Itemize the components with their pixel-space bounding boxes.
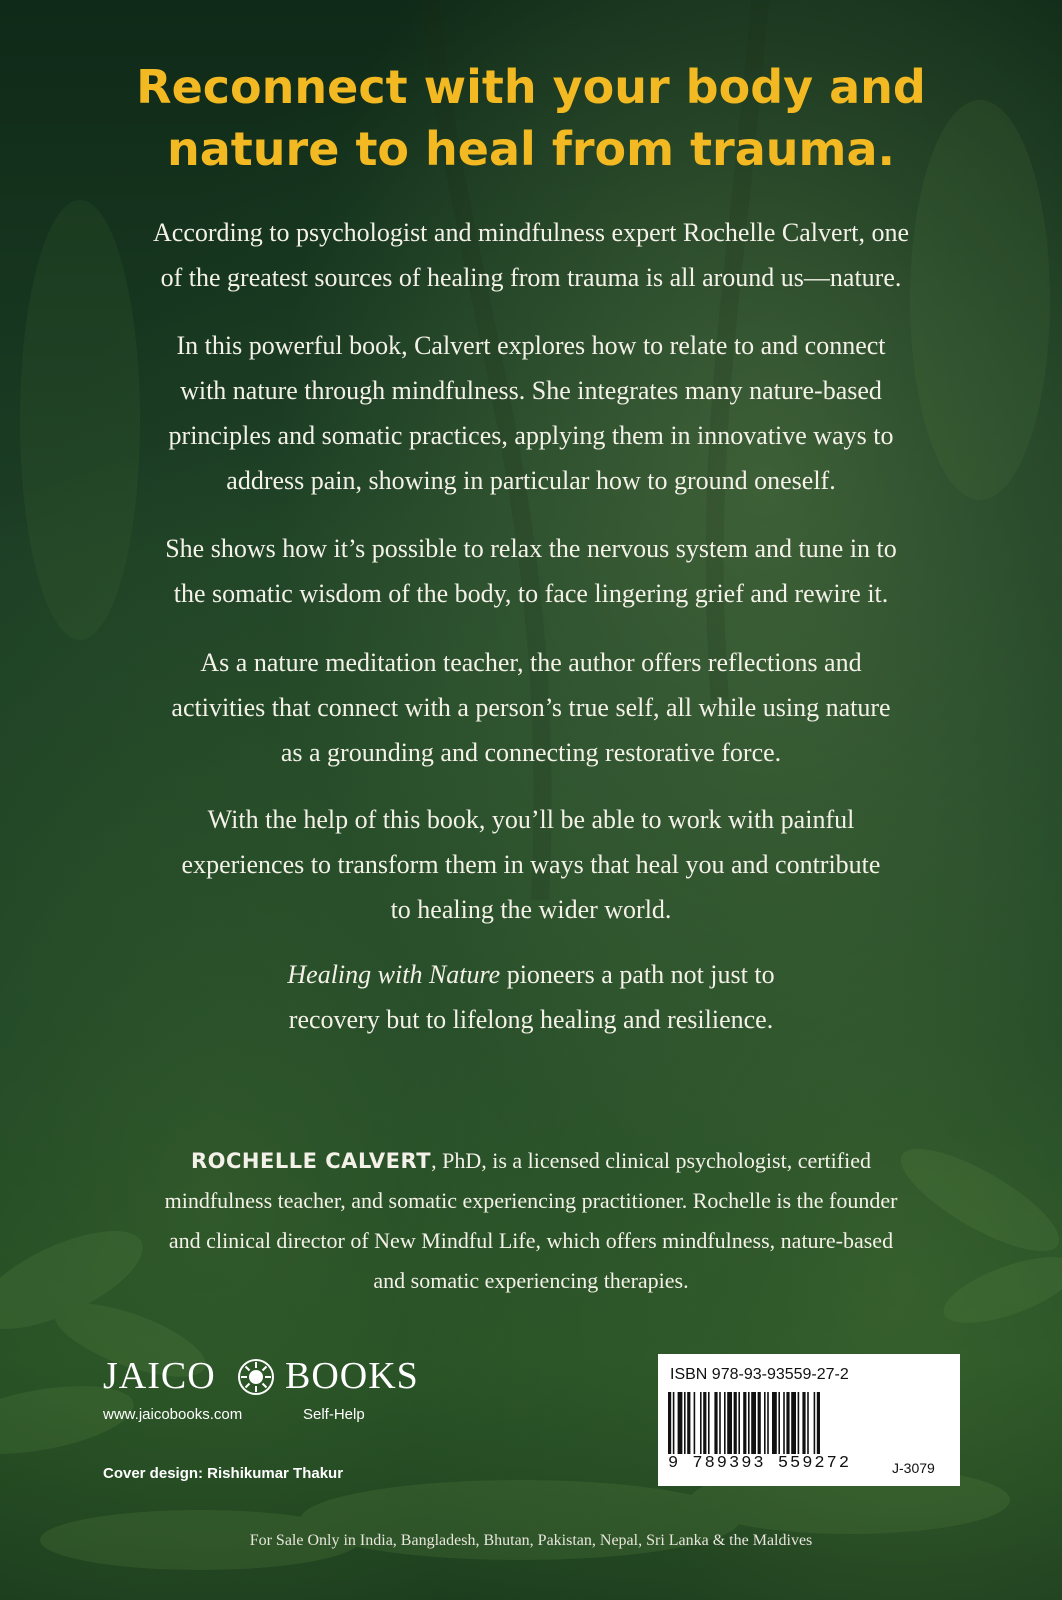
author-name: ROCHELLE CALVERT xyxy=(191,1149,432,1173)
barcode-bar xyxy=(764,1392,766,1454)
isbn-label: ISBN 978-93-93559-27-2 xyxy=(670,1366,849,1383)
publisher-name-right: BOOKS xyxy=(285,1355,419,1397)
blurb-line: with nature through mindfulness. She integrates many nature-based xyxy=(180,376,882,405)
book-title: Healing with Nature xyxy=(287,960,501,989)
headline xyxy=(0,56,1062,180)
barcode-bar xyxy=(687,1392,690,1454)
blurb-line: According to psychologist and mindfulness expert Rochelle Calvert, one xyxy=(153,218,909,247)
barcode-bar xyxy=(727,1392,732,1454)
blurb-line: experiences to transform them in ways that heal you and contribute xyxy=(181,850,881,879)
closing-line-2: recovery but to lifelong healing and resilience. xyxy=(288,1005,774,1034)
blurb-line: In this powerful book, Calvert explores how to relate to and connect xyxy=(176,331,886,360)
barcode-bar xyxy=(767,1392,769,1454)
sun-emblem-icon xyxy=(237,1358,275,1396)
barcode-bar xyxy=(791,1392,796,1454)
barcode-bar xyxy=(724,1392,726,1454)
barcode-bar xyxy=(814,1392,816,1454)
barcode-bar xyxy=(783,1392,785,1454)
job-code: J-3079 xyxy=(892,1460,935,1476)
barcode-bar xyxy=(678,1392,683,1454)
bio-line-3: and clinical director of New Mindful Life, which offers mindfulness, nature-based xyxy=(168,1228,894,1253)
blurb-paragraph-5 xyxy=(90,797,972,932)
barcode-bar xyxy=(751,1392,756,1454)
closing-line-1-rest: pioneers a path not just to xyxy=(500,960,775,989)
cover-credit: Cover design: Rishikumar Thakur xyxy=(103,1465,344,1482)
barcode-bar xyxy=(700,1392,702,1454)
publisher-name-left: JAICO xyxy=(103,1355,216,1397)
publisher-url: www.jaicobooks.com xyxy=(103,1406,243,1423)
blurb-line: She shows how it’s possible to relax the nervous system and tune in to xyxy=(165,534,897,563)
barcode-bar xyxy=(748,1392,750,1454)
blurb-line: As a nature meditation teacher, the author offers reflections and xyxy=(200,648,862,677)
isbn-barcode xyxy=(658,1354,960,1486)
barcode-bar xyxy=(684,1392,686,1454)
headline-line-1: Reconnect with your body and xyxy=(136,60,926,114)
author-bio xyxy=(90,1141,972,1301)
blurb-line: activities that connect with a person’s true self, all while using nature xyxy=(171,693,891,722)
bio-line-1 xyxy=(90,1141,972,1181)
barcode-bar xyxy=(719,1392,721,1454)
blurb-line: the somatic wisdom of the body, to face lingering grief and rewire it. xyxy=(173,579,889,608)
category-label: Self-Help xyxy=(303,1406,365,1423)
barcode-bar xyxy=(673,1392,675,1454)
barcode-bar xyxy=(758,1392,761,1454)
closing-paragraph xyxy=(90,952,972,1042)
bio-line-2: mindfulness teacher, and somatic experiencing practitioner. Rochelle is the founder xyxy=(164,1188,898,1213)
blurb-paragraph-4 xyxy=(90,640,972,775)
headline-line-2: nature to heal from trauma. xyxy=(167,122,895,176)
bio-line-4: and somatic experiencing therapies. xyxy=(373,1268,689,1293)
barcode-bar xyxy=(714,1392,717,1454)
blurb-paragraph-2 xyxy=(90,323,972,503)
blurb-line: to healing the wider world. xyxy=(390,895,672,924)
barcode-bar xyxy=(798,1392,800,1454)
blurb-paragraph-3 xyxy=(90,526,972,616)
sale-territory-note: For Sale Only in India, Bangladesh, Bhutan, Pakistan, Nepal, Sri Lanka & the Maldives xyxy=(249,1532,813,1549)
barcode-bar xyxy=(802,1392,805,1454)
publisher-logo xyxy=(103,1354,443,1423)
blurb-line: of the greatest sources of healing from trauma is all around us—nature. xyxy=(160,263,902,292)
blurb-line: With the help of this book, you’ll be able to work with painful xyxy=(207,805,855,834)
closing-line-1 xyxy=(90,952,972,997)
blurb-line: address pain, showing in particular how to ground oneself. xyxy=(226,466,836,495)
barcode-bar xyxy=(743,1392,746,1454)
barcode-bar xyxy=(807,1392,809,1454)
barcode-bar xyxy=(786,1392,789,1454)
barcode-bar xyxy=(778,1392,780,1454)
barcode-bar xyxy=(817,1392,820,1454)
barcode-bar xyxy=(694,1392,696,1454)
blurb-line: as a grounding and connecting restorative force. xyxy=(280,738,782,767)
bio-line-1-rest: , PhD, is a licensed clinical psychologist, certified xyxy=(431,1148,871,1173)
barcode-digits: 9 789393 559272 xyxy=(668,1454,852,1473)
barcode-bar xyxy=(734,1392,737,1454)
barcode-bars xyxy=(668,1392,880,1454)
blurb-paragraph-1 xyxy=(90,210,972,300)
barcode-bar xyxy=(703,1392,706,1454)
blurb-line: principles and somatic practices, applying them in innovative ways to xyxy=(168,421,894,450)
barcode-bar xyxy=(738,1392,740,1454)
barcode-bar xyxy=(708,1392,710,1454)
barcode-bar xyxy=(668,1392,671,1454)
barcode-bar xyxy=(772,1392,777,1454)
